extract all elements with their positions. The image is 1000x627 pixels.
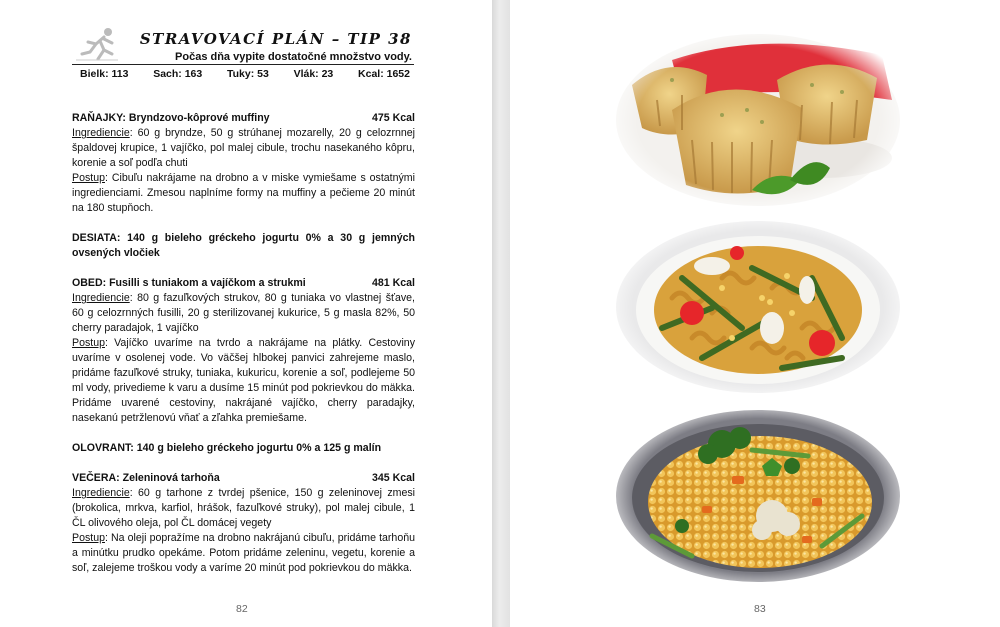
procedure-label: Postup xyxy=(72,337,105,349)
meal-procedure xyxy=(72,171,415,216)
ingredients-text: : 60 g tarhone z tvrdej pšenice, 150 g zeleninovej zmesi (brokolica, mrkva, karfiol, hrášok, fazuľkové struky), pol malej cibule, 1 ČL olivového oleja, pol ČL domácej vegety xyxy=(72,487,415,529)
procedure-label: Postup xyxy=(72,172,105,184)
nutrition-stats xyxy=(80,68,410,80)
meal-title: OBED: Fusilli s tuniakom a vajíčkom a strukmi xyxy=(72,277,306,289)
procedure-label: Postup xyxy=(72,532,105,544)
book-gutter xyxy=(492,0,510,627)
meal-title: RAŇAJKY: Bryndzovo-kôprové muffiny xyxy=(72,112,270,124)
stat-fat: Tuky: 53 xyxy=(226,68,269,80)
meal-procedure xyxy=(72,531,415,576)
meal-dinner xyxy=(72,471,415,576)
page-title: STRAVOVACÍ PLÁN – TIP 38 xyxy=(139,30,412,48)
meal-snack-afternoon: OLOVRANT: 140 g bieleho gréckeho jogurtu 0% a 125 g malín xyxy=(72,442,382,454)
meal-kcal: 481 Kcal xyxy=(372,277,415,289)
meal-snack-morning: DESIATA: 140 g bieleho gréckeho jogurtu 0% a 30 g jemných ovsených vločiek xyxy=(72,232,415,259)
page-number-left: 82 xyxy=(236,603,248,615)
ingredients-label: Ingrediencie xyxy=(72,487,130,499)
meal-kcal: 475 Kcal xyxy=(372,112,415,124)
stat-carbs: Sach: 163 xyxy=(153,68,203,80)
photo-tarhona xyxy=(612,406,904,586)
ingredients-label: Ingrediencie xyxy=(72,127,130,139)
stat-fiber: Vlák: 23 xyxy=(293,68,334,80)
meal-procedure xyxy=(72,336,415,426)
header-divider xyxy=(72,64,414,65)
stat-protein: Bielk: 113 xyxy=(80,68,129,80)
runner-icon xyxy=(74,26,122,62)
photo-pasta xyxy=(612,218,904,396)
meal-ingredients xyxy=(72,126,415,171)
procedure-text: : Na oleji popražíme na drobno nakrájanú cibuľu, pridáme tarhoňu a minútku prudko opekáme. Potom pridáme zeleninu, vegetu, korenie a soľ, zalejeme troškou vody a varíme 20 minút pod pokrievkou do mäkka. xyxy=(72,532,415,574)
stat-kcal: Kcal: 1652 xyxy=(358,68,410,80)
meal-title: VEČERA: Zeleninová tarhoňa xyxy=(72,472,220,484)
meal-plan xyxy=(72,111,415,591)
meal-ingredients xyxy=(72,291,415,336)
page-subtitle: Počas dňa vypite dostatočné množstvo vody. xyxy=(175,51,412,63)
photo-muffins xyxy=(612,30,904,210)
page-number-right: 83 xyxy=(754,603,766,615)
ingredients-label: Ingrediencie xyxy=(72,292,130,304)
meal-lunch xyxy=(72,276,415,426)
ingredients-text: : 60 g bryndze, 50 g strúhanej mozarelly, 20 g celozrnnej špaldovej krupice, 1 vajíčko, pol malej cibule, trochu nasekaného kôpru, korenie a soľ podľa chuti xyxy=(72,127,415,169)
ingredients-text: : 80 g fazuľkových strukov, 80 g tuniaka vo vlastnej šťave, 60 g celozrnných fusilli, 20 g sterilizovanej kukurice, 5 g masla 82%, 50 cherry paradajok, 1 vajíčko xyxy=(72,292,415,334)
meal-ingredients xyxy=(72,486,415,531)
left-page xyxy=(0,0,492,627)
meal-kcal: 345 Kcal xyxy=(372,472,415,484)
procedure-text: : Cibuľu nakrájame na drobno a v miske vymiešame s ostatnými ingredienciami. Zmesou naplníme formy na muffiny a pečieme 20 minút na 180 stupňoch. xyxy=(72,172,415,214)
meal-breakfast xyxy=(72,111,415,216)
procedure-text: : Vajíčko uvaríme na tvrdo a nakrájame na plátky. Cestoviny uvaríme v osolenej vode. Vo väčšej hlbokej panvici zahrejeme maslo, pridáme fazuľkové struky, tuniaka, kukuricu, korenie a soľ, podlejeme 50 ml vody, privedieme k varu a dusíme 15 minút pod pokrievkou do mäkka. Pridáme uvarené cestoviny, nakrájané vajíčko, cherry paradajky, nasekanú petržlenovú vňať a zľahka premiešame. xyxy=(72,337,415,424)
